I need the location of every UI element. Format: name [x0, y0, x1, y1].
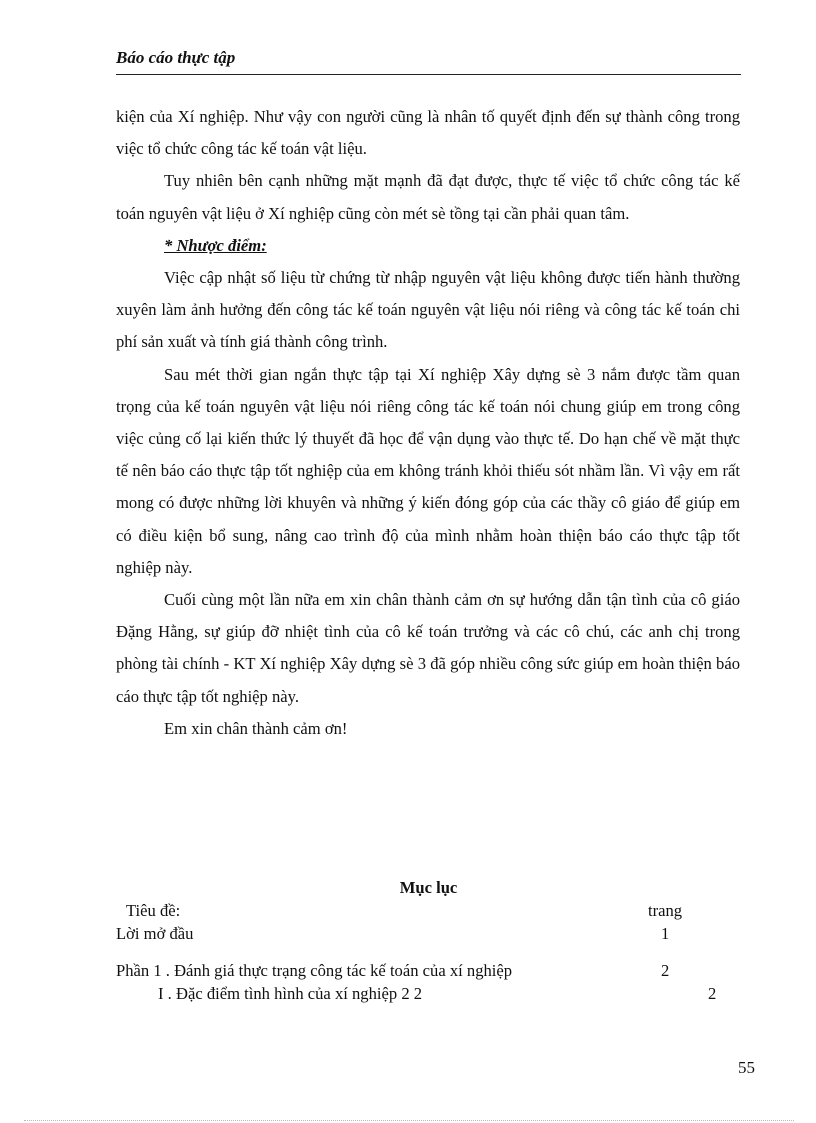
- paragraph-4: Sau mét thời gian ngắn thực tập tại Xí nghiệp Xây dựng sè 3 nắm được tầm quan trọng của kế toán nguyên vật liệu nói riêng công tác kế toán nói chung giúp em trong công việc củng cố lại kiến thức lý thuyết đã học để vận dụng vào thực tế. Do hạn chế về mặt thực tế nên báo cáo thực tập tốt nghiệp của em không tránh khỏi thiếu sót nhầm lần. Vì vậy em rất mong có được những lời khuyên và những ý kiến đóng góp của các thầy cô giáo để giúp em có điều kiện bổ sung, nâng cao trình độ của mình nhằm hoàn thiện báo cáo thực tập tốt nghiệp này.: [116, 364, 740, 577]
- footer-divider: [24, 1120, 794, 1121]
- toc-col-page: trang: [648, 901, 683, 920]
- toc-row: [116, 923, 741, 945]
- toc-row-label: Lời mở đầu: [116, 924, 194, 943]
- header-title: Báo cáo thực tập: [116, 48, 236, 67]
- paragraph-6: Em xin chân thành cảm ơn!: [164, 718, 348, 738]
- section-subheading: * Nhược điểm:: [164, 235, 267, 255]
- toc-title: Mục lục: [399, 878, 458, 897]
- paragraph-3: Việc cập nhật số liệu từ chứng từ nhập nguyên vật liệu không được tiến hành thường xuyên làm ảnh hưởng đến công tác kế toán nguyên vật liệu nói riêng và công tác kế toán chi phí sản xuất và tính giá thành công trình.: [116, 268, 740, 352]
- toc-header-row: [116, 900, 741, 922]
- toc-row-page: 2: [661, 961, 670, 980]
- toc-row-page: 2: [708, 984, 717, 1003]
- toc-col-title: Tiêu đề:: [126, 901, 181, 920]
- toc-row-page: 1: [661, 924, 670, 943]
- toc-row-label: I . Đặc điểm tình hình của xí nghiệp 2 2: [158, 984, 423, 1003]
- page-header: [116, 46, 741, 75]
- toc-row: [116, 960, 741, 982]
- paragraph-5: Cuối cùng một lần nữa em xin chân thành cảm ơn sự hướng dẫn tận tình của cô giáo Đặng Hằng, sự giúp đỡ nhiệt tình của cô kế toán trưởng và các cô chú, các anh chị trong phòng tài chính - KT Xí nghiệp Xây dựng sè 3 đã góp nhiều công sức giúp em hoàn thiện báo cáo thực tập tốt nghiệp này.: [116, 590, 740, 706]
- paragraph-1: kiện của Xí nghiệp. Như vậy con người cũng là nhân tố quyết định đến sự thành công trong việc tổ chức công tác kế toán vật liệu.: [116, 107, 740, 159]
- page-number: 55: [738, 1058, 755, 1077]
- toc-row-label: Phần 1 . Đánh giá thực trạng công tác kế toán của xí nghiệp: [116, 961, 513, 980]
- body-text: [116, 101, 740, 745]
- toc-row: [116, 983, 741, 1005]
- paragraph-2: Tuy nhiên bên cạnh những mặt mạnh đã đạt được, thực tế việc tổ chức công tác kế toán nguyên vật liệu ở Xí nghiệp cũng còn mét sè tồng tại cần phải quan tâm.: [116, 171, 740, 223]
